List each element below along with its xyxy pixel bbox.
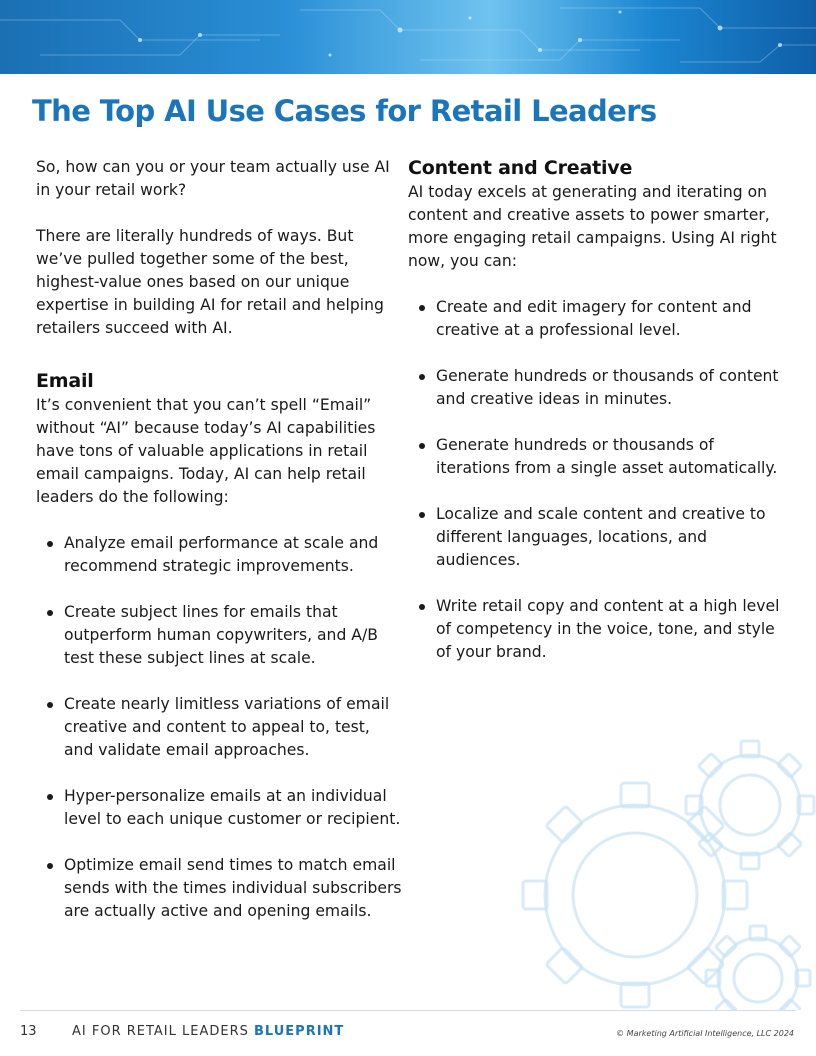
footer-title-prefix: AI FOR RETAIL LEADERS: [72, 1024, 249, 1039]
list-item: Generate hundreds or thousands of content and creative ideas in minutes.: [408, 365, 780, 411]
list-item: Analyze email performance at scale and recommend strategic improvements.: [36, 532, 404, 578]
list-item: Write retail copy and content at a high level of competency in the voice, tone, and style of your brand.: [408, 595, 780, 664]
copyright-notice: © Marketing Artificial Intelligence, LLC 2024: [616, 1029, 794, 1038]
intro-paragraph-2: There are literally hundreds of ways. But we’ve pulled together some of the best, highest-value ones based on our unique expertise in building AI for retail and helping retailers succeed with AI.: [36, 227, 384, 337]
left-column: [36, 156, 404, 946]
footer-title-highlight: BLUEPRINT: [254, 1024, 345, 1039]
footer-divider: [20, 1010, 796, 1011]
list-item: Create and edit imagery for content and creative at a professional level.: [408, 296, 780, 342]
list-item: Generate hundreds or thousands of iterations from a single asset automatically.: [408, 434, 780, 480]
content-list: [408, 296, 780, 664]
gears-decoration-icon: [500, 720, 816, 1010]
email-intro: It’s convenient that you can’t spell “Email” without “AI” because today’s AI capabilities have tons of valuable applications in retail email campaigns. Today, AI can help retail leaders do the following:: [36, 396, 376, 506]
email-list: [36, 532, 404, 923]
circuit-pattern: [0, 0, 816, 74]
list-item: Create subject lines for emails that outperform human copywriters, and A/B test these subject lines at scale.: [36, 601, 404, 670]
page-number: 13: [20, 1024, 37, 1039]
list-item: Optimize email send times to match email sends with the times individual subscribers are actually active and opening emails.: [36, 854, 404, 923]
intro-paragraph-1: So, how can you or your team actually use AI in your retail work?: [36, 158, 390, 199]
email-heading: Email: [36, 370, 94, 392]
list-item: Create nearly limitless variations of email creative and content to appeal to, test, and validate email approaches.: [36, 693, 404, 762]
content-intro: AI today excels at generating and iterating on content and creative assets to power smarter, more engaging retail campaigns. Using AI right now, you can:: [408, 183, 777, 270]
header-banner: [0, 0, 816, 74]
page-title: The Top AI Use Cases for Retail Leaders: [32, 94, 657, 128]
list-item: Hyper-personalize emails at an individual level to each unique customer or recipient.: [36, 785, 404, 831]
footer-title: [72, 1024, 344, 1039]
right-column: [408, 156, 780, 687]
list-item: Localize and scale content and creative to different languages, locations, and audiences.: [408, 503, 780, 572]
content-creative-heading: Content and Creative: [408, 157, 633, 179]
